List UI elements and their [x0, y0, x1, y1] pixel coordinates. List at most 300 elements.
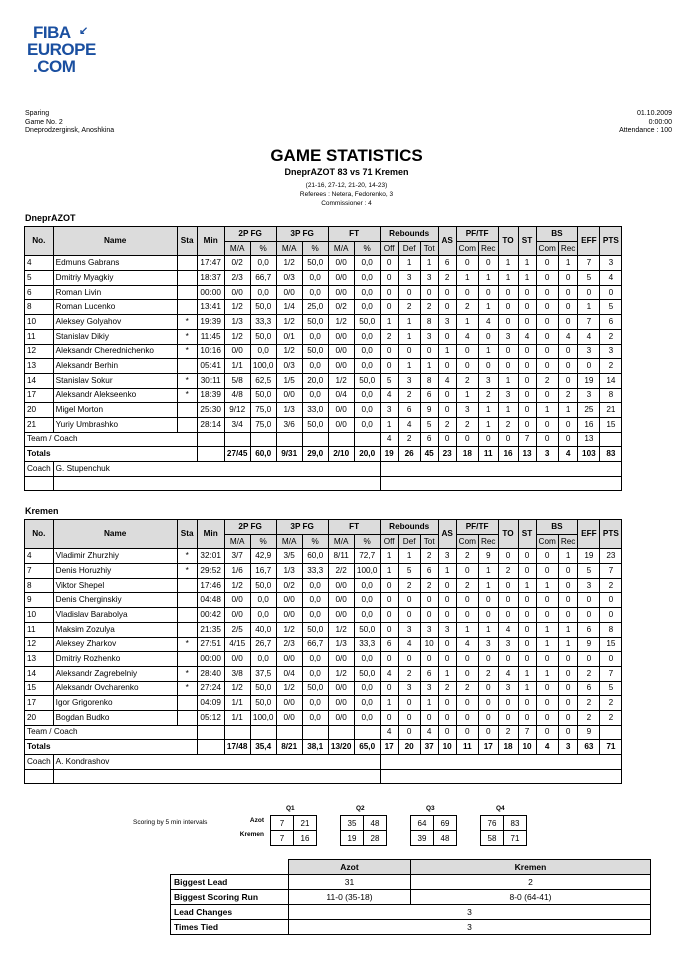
team-coach-cell: 4	[420, 725, 438, 740]
totals-cell: 9/31	[276, 447, 302, 462]
empty-cell	[302, 432, 328, 447]
player-cell: 1	[478, 271, 498, 286]
player-cell: 0	[558, 417, 578, 432]
player-cell: 0	[438, 578, 456, 593]
player-cell: 0	[398, 696, 420, 711]
player-cell: 4	[578, 329, 600, 344]
player-cell: 0/0	[276, 285, 302, 300]
player-cell: 100,0	[250, 710, 276, 725]
summary-header-azot: Azot	[289, 860, 411, 875]
player-cell: 3	[398, 271, 420, 286]
quarter-azot-row	[411, 816, 457, 831]
player-cell: 0	[380, 622, 398, 637]
player-cell: 0/4	[276, 666, 302, 681]
player-cell: 2	[456, 417, 478, 432]
player-cell: 0	[478, 593, 498, 608]
player-cell: 100,0	[250, 359, 276, 374]
quarter-box	[410, 815, 457, 846]
player-cell: 0	[498, 359, 518, 374]
player-cell: 1	[398, 329, 420, 344]
player-cell: 50,0	[250, 300, 276, 315]
logo-line-1: FIBA	[33, 23, 71, 42]
player-cell: 0/0	[328, 710, 354, 725]
player-cell: 1/2	[224, 578, 250, 593]
player-cell: 0	[536, 344, 558, 359]
player-cell: 1	[536, 637, 558, 652]
quarter-value: 7	[271, 831, 294, 846]
col-group-bs: BS	[536, 520, 578, 535]
player-cell: 5	[420, 417, 438, 432]
col-def: Def	[398, 534, 420, 549]
player-cell: 0	[518, 564, 536, 579]
team-name: DneprAZOT	[25, 213, 76, 223]
player-cell: 2	[498, 564, 518, 579]
totals-cell: 16	[498, 447, 518, 462]
player-cell: 10	[25, 315, 54, 330]
player-cell: 0,0	[250, 652, 276, 667]
totals-cell: 83	[600, 447, 622, 462]
player-cell: 1	[498, 403, 518, 418]
player-cell: 29:52	[197, 564, 224, 579]
player-cell: 0	[456, 696, 478, 711]
player-cell: 0	[438, 329, 456, 344]
player-cell: 0/1	[276, 329, 302, 344]
player-cell: 20,0	[302, 373, 328, 388]
player-cell: 18:37	[197, 271, 224, 286]
player-cell: 7	[600, 564, 622, 579]
player-cell: 0,0	[302, 652, 328, 667]
col-ma: M/A	[224, 241, 250, 256]
player-cell: 1/1	[224, 696, 250, 711]
player-cell: 15	[600, 417, 622, 432]
coach-row	[25, 462, 622, 477]
player-cell: 0	[498, 578, 518, 593]
player-cell: 0/0	[224, 593, 250, 608]
player-cell: 13	[25, 359, 54, 374]
player-cell: 0	[536, 549, 558, 564]
coach-name: A. Kondrashov	[53, 755, 380, 770]
player-cell: Edmuns Gabrans	[53, 256, 177, 271]
player-cell: 0	[478, 285, 498, 300]
team-coach-cell: 0	[478, 725, 498, 740]
player-cell: 66,7	[302, 637, 328, 652]
quarter-scores: (21-16, 27-12, 21-20, 14-23)	[305, 182, 388, 189]
player-cell: 2	[420, 549, 438, 564]
player-cell: 0	[518, 593, 536, 608]
player-cell: 60,0	[302, 549, 328, 564]
player-cell: 1/2	[276, 681, 302, 696]
game-type: Sparing	[25, 110, 50, 117]
col-ma: M/A	[224, 534, 250, 549]
player-cell: 0	[420, 344, 438, 359]
col-group-rebounds: Rebounds	[380, 227, 438, 242]
quarter-value: 71	[504, 831, 527, 846]
player-cell: 0	[438, 300, 456, 315]
quarter-value: 28	[364, 831, 387, 846]
player-cell: 0	[518, 608, 536, 623]
totals-cell: 17	[380, 740, 398, 755]
quarter-label: Q1	[286, 805, 295, 812]
totals-cell: 4	[558, 447, 578, 462]
player-cell: 50,0	[302, 256, 328, 271]
player-row	[25, 622, 622, 637]
team-coach-cell: 6	[420, 432, 438, 447]
player-row	[25, 329, 622, 344]
player-cell: 2	[438, 417, 456, 432]
totals-cell: 26	[398, 447, 420, 462]
player-cell: 00:00	[197, 285, 224, 300]
player-cell: 1	[420, 256, 438, 271]
player-cell: 19	[578, 373, 600, 388]
player-cell: 28:14	[197, 417, 224, 432]
player-cell: 3	[438, 315, 456, 330]
player-cell: 25	[578, 403, 600, 418]
player-cell: 0,0	[250, 256, 276, 271]
totals-cell: 3	[558, 740, 578, 755]
player-cell	[177, 417, 197, 432]
player-cell: 8	[600, 388, 622, 403]
player-cell: 27:51	[197, 637, 224, 652]
player-cell: 3	[420, 271, 438, 286]
summary-row	[171, 920, 651, 935]
player-cell: 1	[518, 666, 536, 681]
player-cell: 6	[438, 256, 456, 271]
game-time: 0:00:00	[648, 118, 672, 126]
player-cell: 1	[398, 549, 420, 564]
player-cell: 0	[498, 300, 518, 315]
player-cell: 0/0	[328, 593, 354, 608]
player-cell: 0,0	[354, 578, 380, 593]
player-cell: 1/2	[224, 329, 250, 344]
player-cell: 0	[536, 359, 558, 374]
player-cell: 0	[558, 359, 578, 374]
team-coach-row	[25, 432, 622, 447]
col-com: Com	[536, 241, 558, 256]
player-cell: 3	[398, 622, 420, 637]
col-st: ST	[518, 227, 536, 256]
player-cell: 0	[518, 637, 536, 652]
player-cell: 1/2	[224, 681, 250, 696]
player-cell: 1	[420, 359, 438, 374]
player-cell: 1	[380, 549, 398, 564]
player-cell: 50,0	[302, 315, 328, 330]
player-cell: 17:46	[197, 578, 224, 593]
player-cell: 33,0	[302, 403, 328, 418]
game-info-left	[25, 110, 114, 136]
player-cell: 0	[438, 696, 456, 711]
col-com: Com	[456, 241, 478, 256]
player-cell: 0,0	[354, 652, 380, 667]
player-cell: 1/3	[328, 637, 354, 652]
summary-label: Lead Changes	[171, 905, 289, 920]
empty-cell	[53, 769, 380, 784]
totals-cell: 20,0	[354, 447, 380, 462]
totals-cell: 2/10	[328, 447, 354, 462]
referees: Referees : Netera, Fedorenko, 3	[299, 191, 394, 198]
player-cell: 0	[498, 344, 518, 359]
player-cell: 0	[518, 359, 536, 374]
player-row	[25, 256, 622, 271]
player-cell: 0	[600, 652, 622, 667]
player-cell	[177, 271, 197, 286]
totals-cell: 11	[478, 447, 498, 462]
player-cell: 2	[498, 417, 518, 432]
player-cell: 27:24	[197, 681, 224, 696]
col-name: Name	[53, 227, 177, 256]
player-cell: 50,0	[302, 417, 328, 432]
player-cell: 50,0	[250, 696, 276, 711]
player-cell: 1/3	[276, 564, 302, 579]
coach-row	[25, 755, 622, 770]
player-cell: 30:11	[197, 373, 224, 388]
empty-cell	[197, 740, 224, 755]
player-cell: 0	[456, 608, 478, 623]
player-cell: 10	[420, 637, 438, 652]
player-cell: 5	[25, 271, 54, 286]
player-cell: 0/2	[328, 300, 354, 315]
player-cell: 0	[578, 608, 600, 623]
player-cell: 3	[420, 622, 438, 637]
player-cell: 50,0	[354, 373, 380, 388]
player-cell: 0	[558, 578, 578, 593]
player-cell: 5	[578, 271, 600, 286]
col-no: No.	[25, 227, 54, 256]
player-cell: 0	[478, 652, 498, 667]
player-cell: 0,0	[302, 593, 328, 608]
quarter-kremen-row	[271, 831, 317, 846]
totals-cell: 13/20	[328, 740, 354, 755]
player-cell: Denis Cherginskiy	[53, 593, 177, 608]
player-cell: 0	[478, 329, 498, 344]
player-cell: 4	[600, 271, 622, 286]
player-cell: 1	[456, 622, 478, 637]
game-info-right	[619, 110, 672, 136]
col-group-bs: BS	[536, 227, 578, 242]
quarter-value: 35	[341, 816, 364, 831]
player-cell: 8	[420, 373, 438, 388]
player-cell: 1/2	[328, 315, 354, 330]
player-cell: 1	[380, 417, 398, 432]
player-cell: 3	[498, 329, 518, 344]
player-cell: 20	[25, 403, 54, 418]
player-cell: Aleksandr Zagrebelniy	[53, 666, 177, 681]
totals-cell: 35,4	[250, 740, 276, 755]
player-cell: 1	[498, 373, 518, 388]
player-cell: 1	[456, 388, 478, 403]
player-cell: 0/0	[276, 388, 302, 403]
player-cell: 1	[518, 271, 536, 286]
player-cell: 00:42	[197, 608, 224, 623]
player-cell: 2	[578, 666, 600, 681]
player-cell: 25:30	[197, 403, 224, 418]
player-cell: 0	[380, 593, 398, 608]
player-cell: 21	[600, 403, 622, 418]
col-com: Com	[456, 534, 478, 549]
player-cell: 1	[398, 256, 420, 271]
player-cell: Aleksandr Berhin	[53, 359, 177, 374]
player-cell: 0,0	[354, 344, 380, 359]
player-cell: 2	[456, 578, 478, 593]
player-cell: 3	[578, 388, 600, 403]
player-cell: 2	[398, 388, 420, 403]
player-cell: 9	[420, 403, 438, 418]
player-cell: 1	[478, 417, 498, 432]
player-cell: 0/0	[328, 403, 354, 418]
quarter-value: 83	[504, 816, 527, 831]
player-cell: 3	[600, 344, 622, 359]
quarter-value: 48	[434, 831, 457, 846]
player-cell: 0/0	[328, 681, 354, 696]
player-cell: 0	[420, 285, 438, 300]
player-cell: 0,0	[250, 344, 276, 359]
player-cell: 3/6	[276, 417, 302, 432]
player-cell: 5	[380, 373, 398, 388]
player-cell: Maksim Zozulya	[53, 622, 177, 637]
player-cell: 0,0	[250, 593, 276, 608]
player-cell: 0/0	[224, 344, 250, 359]
player-cell: 0	[558, 315, 578, 330]
empty-cell	[380, 476, 622, 491]
summary-value: 3	[289, 920, 651, 935]
player-cell: 1	[498, 271, 518, 286]
summary-value-azot: 11-0 (35-18)	[289, 890, 411, 905]
player-cell: 1	[478, 564, 498, 579]
player-cell: 0	[558, 373, 578, 388]
player-cell: 8/11	[328, 549, 354, 564]
player-cell: 3/5	[276, 549, 302, 564]
team-coach-cell: 4	[380, 432, 398, 447]
totals-cell: 4	[536, 740, 558, 755]
player-cell: Dmitriy Myagkiy	[53, 271, 177, 286]
player-cell: 1/2	[328, 622, 354, 637]
player-cell: Igor Grigorenko	[53, 696, 177, 711]
player-cell: 7	[600, 666, 622, 681]
player-cell: 0	[536, 608, 558, 623]
empty-cell	[224, 725, 250, 740]
player-cell: 4/8	[224, 388, 250, 403]
team-coach-cell: 0	[438, 432, 456, 447]
totals-cell: 8/21	[276, 740, 302, 755]
player-cell: 1/2	[328, 666, 354, 681]
col-eff: EFF	[578, 227, 600, 256]
player-cell: 1/1	[224, 359, 250, 374]
player-cell: 32:01	[197, 549, 224, 564]
team-coach-cell: 0	[558, 432, 578, 447]
player-cell: 100,0	[354, 564, 380, 579]
player-cell: 0	[438, 710, 456, 725]
header-group-row	[25, 520, 622, 535]
player-cell: 0,0	[354, 593, 380, 608]
player-cell: 4	[498, 666, 518, 681]
col-off: Off	[380, 534, 398, 549]
player-cell: Roman Livin	[53, 285, 177, 300]
player-cell: 33,3	[302, 564, 328, 579]
player-cell: 33,3	[354, 637, 380, 652]
player-cell: 0	[518, 388, 536, 403]
empty-cell	[224, 432, 250, 447]
player-cell: 8	[600, 622, 622, 637]
col-pct: %	[250, 534, 276, 549]
team-coach-cell: 2	[498, 725, 518, 740]
game-number: Game No. 2	[25, 118, 63, 126]
player-cell: 0	[498, 696, 518, 711]
col-pct: %	[354, 534, 380, 549]
player-cell: 3	[420, 681, 438, 696]
coach-label: Coach	[25, 755, 54, 770]
player-row	[25, 271, 622, 286]
empty-cell	[197, 447, 224, 462]
player-cell: 0,0	[302, 285, 328, 300]
quarter-azot-row	[481, 816, 527, 831]
player-cell: 1/2	[276, 622, 302, 637]
player-row	[25, 564, 622, 579]
player-cell: 0,0	[302, 271, 328, 286]
player-cell: 1	[536, 666, 558, 681]
team-coach-cell: 0	[558, 725, 578, 740]
col-rec: Rec	[478, 241, 498, 256]
col-rec: Rec	[478, 534, 498, 549]
player-cell: 3	[420, 329, 438, 344]
player-cell: 0	[558, 344, 578, 359]
commissioner: Commissioner : 4	[321, 200, 372, 207]
col-as: AS	[438, 520, 456, 549]
player-cell: *	[177, 564, 197, 579]
player-cell: 4	[380, 388, 398, 403]
player-cell: 2/5	[224, 622, 250, 637]
quarter-kremen-row	[341, 831, 387, 846]
player-cell	[177, 359, 197, 374]
empty-cell	[600, 725, 622, 740]
player-cell: 1/1	[224, 710, 250, 725]
col-group-pftf: PF/TF	[456, 227, 498, 242]
player-cell: *	[177, 388, 197, 403]
player-cell: 0	[456, 652, 478, 667]
player-cell: 0	[456, 256, 478, 271]
player-cell: 17	[25, 388, 54, 403]
player-cell: 72,7	[354, 549, 380, 564]
team-coach-cell: 7	[518, 725, 536, 740]
player-cell: 0/0	[276, 652, 302, 667]
team-stats-table	[24, 226, 622, 491]
player-cell: 0	[380, 285, 398, 300]
empty-cell	[276, 432, 302, 447]
player-cell: 4	[456, 329, 478, 344]
player-cell: 50,0	[354, 315, 380, 330]
summary-label: Biggest Lead	[171, 875, 289, 890]
empty-cell	[354, 725, 380, 740]
player-cell: 0	[536, 696, 558, 711]
player-cell: 1	[558, 256, 578, 271]
player-cell: 0	[380, 344, 398, 359]
player-cell: 1	[438, 564, 456, 579]
player-cell: 4/15	[224, 637, 250, 652]
player-cell: 1/2	[276, 344, 302, 359]
player-cell: 0	[536, 710, 558, 725]
player-cell: 0	[558, 300, 578, 315]
player-cell: 0	[600, 608, 622, 623]
player-cell: 0	[420, 710, 438, 725]
player-cell: 0	[398, 652, 420, 667]
col-pts: PTS	[600, 227, 622, 256]
player-row	[25, 373, 622, 388]
player-cell: 0,0	[354, 403, 380, 418]
player-cell: 2	[456, 300, 478, 315]
empty-cell	[328, 432, 354, 447]
player-cell: Migel Morton	[53, 403, 177, 418]
player-cell: 6	[578, 622, 600, 637]
player-cell: 1	[518, 578, 536, 593]
player-cell: 9	[578, 637, 600, 652]
